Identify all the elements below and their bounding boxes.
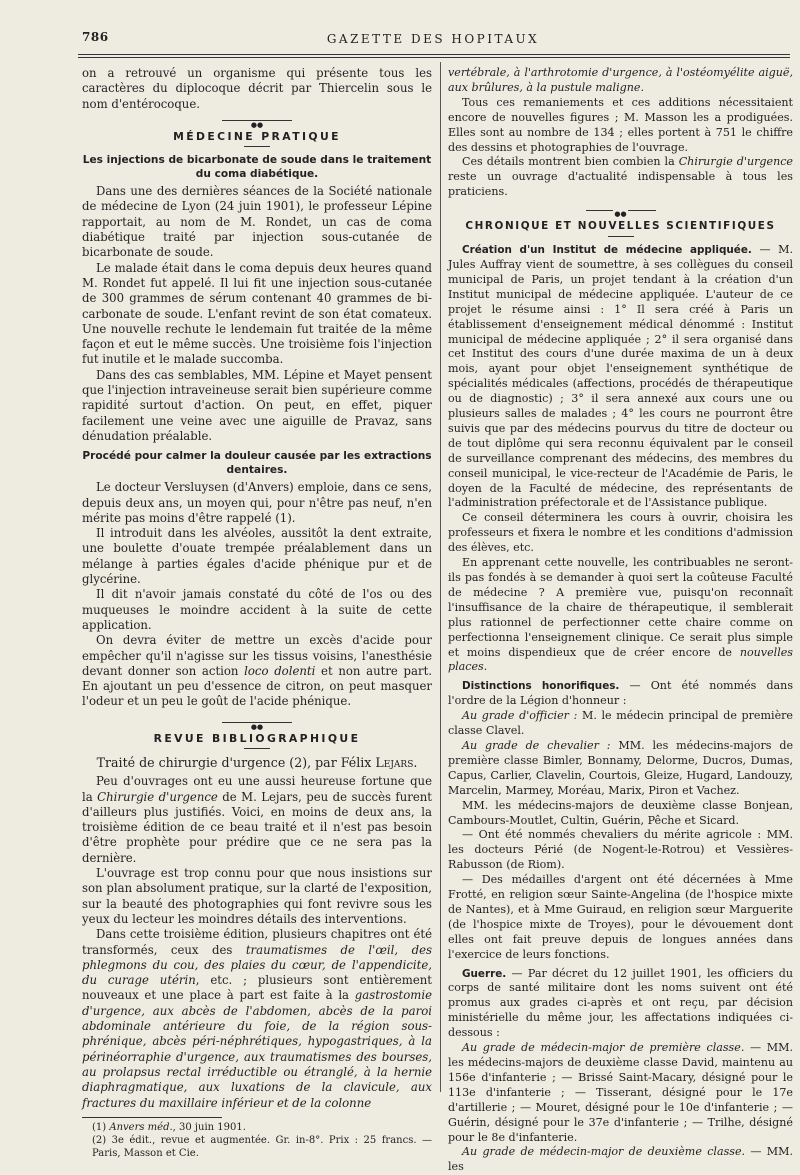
article-title-bicarbonate: Les injections de bicarbonate de soude dans le traitement du coma diabétique. [82,154,432,181]
footnote-rule [82,1117,222,1118]
paragraph: Au grade d'officier : M. le médecin principal de première classe Clavel. [448,709,793,738]
section-ornament: ●● [82,718,432,728]
footnote-1: (1) Anvers méd., 30 juin 1901. [92,1121,246,1133]
book-title: Traité de chirurgie d'urgence (2), par Félix Lejars. [96,754,418,770]
paragraph: — Ont été nommés chevaliers du mérite agricole : MM. les docteurs Périé (de Nogent-le-Rotrou) et Vessières-Rabusson (de Riom). [448,828,793,872]
article-title-extractions: Procédé pour calmer la douleur causée par les extractions dentaires. [82,450,432,477]
paragraph: Dans cette troisième édition, plusieurs chapitres ont été transformés, ceux des traumatismes de l'œil, des phlegmons du cou, des plaies du cœur, de l'appendicite, du curage utérin, etc. ; plusieurs sont entièrement nouveaux et une place à part est faite à la gastrostomie d'urgence, aux abcès de l'abdomen, abcès de la paroi abdominale antérieure du foie, de la région sous-phrénique, abcès péri-néphrétiques, hypogastriques, à la périnéorraphie d'urgence, aux traumatismes des bourses, au prolapsus rectal irréductible ou étranglé, à la hernie diaphragmatique, aux luxations de la clavicule, aux fractures du maxillaire inférieur et de la colonne [82,927,432,1110]
right-column [448,66,793,1175]
continued-paragraph: vertébrale, à l'arthrotomie d'urgence, à l'ostéomyélite aiguë, aux brûlures, à la pustule maligne. [448,66,793,94]
paragraph: — Des médailles d'argent ont été décernées à Mme Frotté, en religion sœur Sainte-Angelina (de l'hospice mixte de Nantes), et à Mme Guiraud, en religion sœur Marguerite (de l'hospice mixte de Troyes), pour le dévouement dont elles ont fait preuve depuis de longues années dans l'exercice de leurs fonctions. [448,873,793,961]
paragraph: Dans des cas semblables, MM. Lépine et Mayet pensent que l'injection intraveineuse serait bien supérieure comme rapidité surtout d'action. On peut, en effet, piquer facilement une veine avec une aiguille de Pravaz, sans dénudation préalable. [82,367,432,443]
journal-title: GAZETTE DES HOPITAUX [326,32,540,46]
news-distinctions: Distinctions honorifiques. — Ont été nommés dans l'ordre de la Légion d'honneur : [448,679,794,708]
paragraph: Il introduit dans les alvéoles, aussitôt la dent extraite, une boulette d'ouate trempée préalablement dans un mélange à parties égales d'acide phénique pur et de glycérine. [82,526,432,587]
column-divider [440,62,441,1092]
left-column [82,66,432,1160]
paragraph: Peu d'ouvrages ont eu une aussi heureuse fortune que la Chirurgie d'urgence de M. Lejars, peu de succès furent d'ailleurs plus justifiés. Voici, en moins de deux ans, la troisième édition de ce beau traité et il n'est pas besoin d'être prophète pour prédire que ce ne sera pas la dernière. [82,774,433,865]
news-guerre: Guerre. — Par décret du 12 juillet 1901, les officiers du corps de santé militaire dont les noms suivent ont été promus aux grades ci-après et ont reçu, par décision ministérielle du même jour, les affectations indiquées ci-dessous : [448,966,793,1040]
section-rule [608,236,634,237]
paragraph: Au grade de chevalier : MM. les médecins-majors de première classe Bimler, Bonnamy, Delorme, Ducros, Dumas, Capus, Carlier, Clavelin, Courtois, Gleize, Hugard, Landouzy, Marcelin, Marmey, Moréau, Marix, Piron et Vachez. [448,738,794,797]
page-header [78,30,788,54]
paragraph: Tous ces remaniements et ces additions nécessitaient encore de nouvelles figures ; M. Masson les a prodiguées. Elles sont au nombre de 134 ; elles portent à 751 le chiffre des dessins et photographies de l'ouvrage. [448,95,793,154]
section-ornament: ●● [448,206,793,216]
paragraph: En apprenant cette nouvelle, les contribuables ne seront-ils pas fondés à se demander à quoi sert la coûteuse Faculté de médecine ? A première vue, puisqu'on reconnaît l'insuffisance de la chaire de thérapeutique, il semblerait plus rationnel de perfectionner cette chaire comme on perfectionna l'enseignement clinique. Ce serait plus simple et moins dispendieux que de créer encore de nouvelles places. [448,556,793,674]
section-title-chronique: CHRONIQUE ET NOUVELLES SCIENTIFIQUES [465,220,776,233]
header-rule-double [78,57,790,58]
paragraph: Il dit n'avoir jamais constaté du côté de l'os ou des muqueuses le moindre accident à la suite de cette application. [82,587,432,632]
paragraph: Le docteur Versluysen (d'Anvers) emploie, dans ce sens, depuis deux ans, un moyen qui, pour n'être pas neuf, n'en mérite pas moins d'être rappelé (1). [82,480,432,525]
page-number: 786 [82,30,109,44]
paragraph: Ces détails montrent bien combien la Chirurgie d'urgence reste un ouvrage d'actualité indispensable à tous les praticiens. [448,155,793,199]
news-institut: Création d'un Institut de médecine appliquée. — M. Jules Auffray vient de soumettre, à ses collègues du conseil municipal de Paris, un projet tendant à la création d'un Institut municipal de médecine appliquée. L'auteur de ce projet le résume ainsi : 1° Il sera créé à Paris un établissement d'enseignement médical dénommé : Institut municipal de médecine appliquée ; 2° il sera organisé dans cet Institut des cours d'une durée maxima de un à deux mois, ayant pour objet l'enseignement synthétique de spécialités médicales (affections, procédés de thérapeutique ou de diagnostic) ; 3° il sera annexé aux cours une ou plusieurs salles de malades ; 4° les cours ne pourront être suivis que par des médecins pourvus du titre de docteur ou de tout diplôme qui sera reconnu équivalent par le conseil de surveillance comprenant des médecins, des membres du conseil municipal, le vice-recteur de l'Académie de Paris, le doyen de la Faculté de médecine, des représentants de l'administration préfectorale et de l'Assistance publique. [448,243,793,510]
paragraph: MM. les médecins-majors de deuxième classe Bonjean, Cambours-Moutlet, Cultin, Guérin, Pêche et Sicard. [448,798,793,827]
section-rule [244,748,270,749]
paragraph: On devra éviter de mettre un excès d'acide pour empêcher qu'il n'agisse sur les tissus voisins, l'anesthésie devant donner son action loco dolenti et non autre part. En ajoutant un peu d'essence de citron, on peut masquer l'odeur et un peu le goût de l'acide phénique. [82,633,432,709]
header-rule [78,54,790,55]
intro-paragraph: on a retrouvé un organisme qui présente tous les caractères du diplocoque décrit par Thiercelin sous le nom d'entérocoque. [82,66,432,111]
footnote-2: (2) 3e édit., revue et augmentée. Gr. in-8°. Prix : 25 francs. — Paris, Masson et Cie. [92,1134,432,1159]
section-title-medecine-pratique: MÉDECINE PRATIQUE [173,129,341,143]
paragraph: L'ouvrage est trop connu pour que nous insistions sur son plan absolument pratique, sur la clarté de l'exposition, sur la beauté des photographies qui font revivre sous les yeux du lecteur les moindres détails des interventions. [82,866,432,926]
section-title-revue-bibliographique: REVUE BIBLIOGRAPHIQUE [153,731,361,745]
paragraph: Le malade était dans le coma depuis deux heures quand M. Rondet fut appelé. Il lui fit une injection sous-cutanée de 300 grammes de sérum contenant 40 grammes de bi-carbonate de soude. L'enfant revint de son état comateux. Une nouvelle rechute le lendemain fut traitée de la même façon et eut le même succès. Une troisième fois l'injection fut inutile et le malade succomba. [82,260,432,367]
paragraph: Dans une des dernières séances de la Société nationale de médecine de Lyon (24 juin 1901), le professeur Lépine rapportait, au nom de M. Rondet, un cas de coma diabétique traité par injection sous-cutanée de bicarbonate de soude. [82,184,432,260]
paragraph: Ce conseil déterminera les cours à ouvrir, choisira les professeurs et fixera le nombre et les conditions d'admission des élèves, etc. [448,511,793,555]
section-ornament: ●● [82,116,432,126]
paragraph: Au grade de médecin-major de première classe. — MM. les médecins-majors de deuxième classe David, maintenu au 156e d'infanterie ; — Brissé Saint-Macary, désigné pour le 113e d'infanterie ; — Tisserant, désigné pour le 17e d'artillerie ; — Mouret, désigné pour le 10e d'infanterie ; — Guérin, désigné pour le 37e d'infanterie ; — Trilhe, désigné pour le 8e d'infanterie. [448,1041,793,1144]
paragraph: Au grade de médecin-major de deuxième classe. — MM. les [448,1145,793,1174]
section-rule [244,146,270,147]
